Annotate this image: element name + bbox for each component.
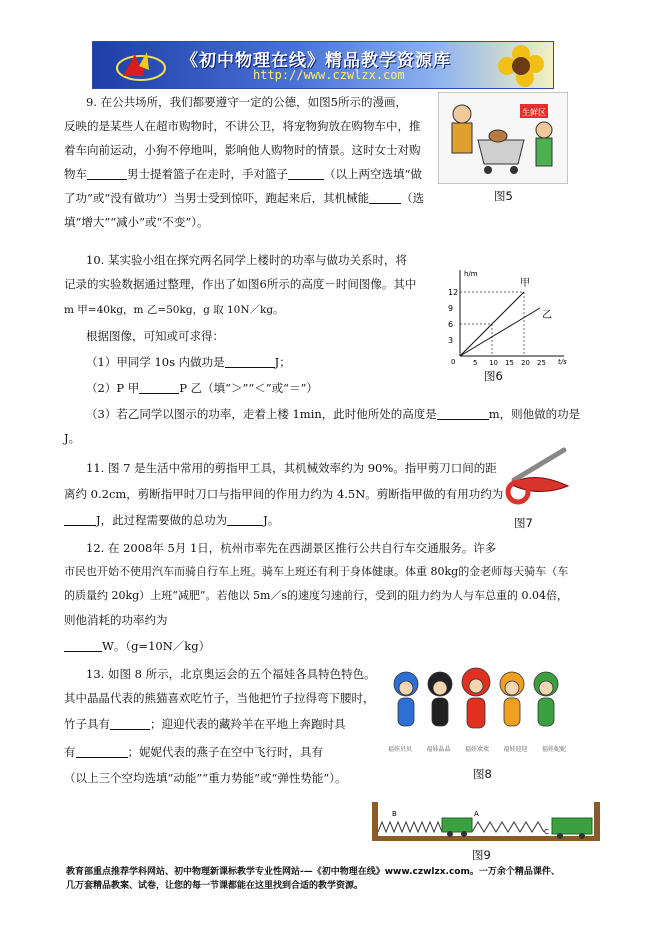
y-tick-label: 9 — [448, 304, 454, 313]
q13-line-2: 其中晶晶代表的熊猫喜欢吃竹子，当他把竹子拉得弯下腰时， — [64, 691, 375, 705]
q11-text: J。 — [263, 513, 280, 527]
q11-text: J，此过程需要做的总功为 — [96, 513, 228, 527]
figure-8-caption: 图8 — [473, 767, 492, 781]
y-tick-label: 12 — [448, 288, 459, 297]
q10-text: m，则他做的功是 — [488, 407, 581, 421]
x-axis-label: t/s — [558, 358, 567, 366]
series-label-1: 甲 — [520, 278, 530, 289]
nail-clipper-icon — [504, 440, 574, 510]
fuwa-label: 福娃迎迎 — [503, 746, 528, 753]
q13-line-1: 13. 如图 8 所示，北京奥运会的五个福娃各具特色特色。 — [86, 667, 376, 681]
q13-text: 有 — [64, 745, 76, 759]
q9-text: 了功”或“没有做功”）当男士受到惊吓，跑起来后，其机械能 — [64, 191, 370, 205]
banner-title: 《初中物理在线》精品教学资源库 — [181, 51, 451, 71]
answer-blank[interactable] — [225, 354, 275, 368]
q9-line-6: 填“增大”“减小”或“不变”）。 — [64, 215, 209, 229]
fuwa-labels — [388, 744, 566, 753]
x-tick-label: 10 — [489, 359, 498, 367]
fuwa-mascots-icon — [388, 664, 566, 740]
q10-sub-1 — [86, 350, 456, 374]
series-label-2: 乙 — [542, 310, 552, 321]
origin-label: 0 — [451, 358, 456, 366]
label-b: B — [392, 810, 397, 818]
y-tick-label: 6 — [448, 320, 454, 329]
q10-line-4: 根据图像，可知或可求得： — [86, 329, 224, 343]
fuwa-label: 福娃妮妮 — [541, 746, 566, 753]
q12-line-3: 的质量约 20kg）上班“减肥”。若他以 5m／s的速度匀速前行，受到的阻力约为人与车总重的 0.04倍， — [64, 589, 569, 602]
figure-6-chart — [440, 268, 570, 368]
x-tick-label: 5 — [473, 359, 478, 367]
figure-9-caption: 图9 — [472, 848, 491, 862]
answer-blank[interactable] — [64, 512, 96, 526]
y-axis-label: h/m — [464, 270, 478, 278]
q9-text: （以上两空选填“做 — [324, 167, 422, 181]
figure-6-caption: 图6 — [484, 369, 503, 383]
sunflower-icon — [491, 42, 553, 88]
q12-line-5 — [64, 634, 434, 658]
fuwa-label: 福娃贝贝 — [388, 746, 413, 753]
answer-blank[interactable] — [110, 716, 150, 730]
q9-line-2: 反映的是某些人在超市购物时，不讲公卫，将宠物狗放在购物车中，推 — [64, 119, 421, 133]
q12-text: W。（g=10N／kg） — [102, 639, 211, 653]
x-tick-label: 20 — [521, 359, 530, 367]
q9-text: 物车 — [64, 167, 87, 181]
answer-blank[interactable] — [288, 166, 324, 180]
q13-line-4 — [64, 740, 434, 764]
answer-blank[interactable] — [227, 512, 263, 526]
q10-line-2: 记录的实验数据通过整理，作出了如图6所示的高度－时间图像。其中 — [64, 277, 417, 291]
q10-text: （1）甲同学 10s 内做功是 — [86, 355, 225, 369]
q10-line-3: m 甲=40kg，m 乙=50kg，g 取 10N／kg。 — [64, 304, 284, 316]
q12-line-1: 12. 在 2008年 5月 1日，杭州市率先在西湖景区推行公共自行车交通服务。许多 — [86, 541, 497, 555]
q10-sub-3-end: J。 — [64, 431, 81, 445]
fuwa-label: 福娃欢欢 — [464, 746, 489, 753]
header-banner — [92, 41, 554, 89]
x-tick-label: 15 — [505, 359, 514, 367]
q9-line-5 — [64, 186, 434, 210]
series-line-2 — [460, 308, 540, 356]
answer-blank[interactable] — [139, 380, 179, 394]
q10-sub-3 — [86, 402, 616, 426]
q12-line-2: 市民也开始不使用汽车而骑自行车上班。骑车上班还有利于身体健康。体重 80kg的金老师每天骑车（车 — [64, 565, 569, 578]
figure-7-caption: 图7 — [514, 516, 533, 530]
fuwa-label: 福娃晶晶 — [426, 746, 451, 753]
q12-line-4: 则他消耗的功率约为 — [64, 613, 168, 627]
q13-text: ；迎迎代表的藏羚羊在平地上奔跑时具 — [150, 717, 346, 731]
q9-line-4 — [64, 162, 434, 186]
q9-text: 男士提着篮子在走时，手对篮子 — [127, 167, 288, 181]
q11-line-1: 11. 图 7 是生活中常用的剪指甲工具，其机械效率约为 90%。指甲剪刀口间的距 — [86, 461, 497, 475]
q13-text: 竹子具有 — [64, 717, 110, 731]
q13-text: ；妮妮代表的燕子在空中飞行时，具有 — [127, 745, 323, 759]
figure-5-shopping-cartoon — [438, 92, 568, 184]
y-tick-label: 3 — [448, 336, 454, 345]
answer-blank[interactable] — [437, 406, 489, 420]
q10-text: （2）P 甲 — [86, 381, 140, 395]
q13-line-5: （以上三个空均选填“动能”“重力势能”或“弹性势能”）。 — [64, 771, 347, 785]
answer-blank[interactable] — [369, 190, 401, 204]
banner-url[interactable]: http://www.czwlzx.com — [253, 68, 405, 82]
answer-blank[interactable] — [64, 638, 102, 652]
q13-line-3 — [64, 712, 434, 736]
q10-text: P 乙（填“＞”“＜”或“＝”） — [179, 381, 318, 395]
figure-8-fuwa — [388, 664, 566, 760]
label-a: A — [474, 810, 479, 818]
x-tick-label: 25 — [537, 359, 546, 367]
q10-text: （3）若乙同学以图示的功率，走着上楼 1min，此时他所处的高度是 — [86, 407, 437, 421]
answer-blank[interactable] — [87, 166, 127, 180]
logo-icon — [113, 46, 169, 84]
q9-text: （选 — [401, 191, 425, 205]
footer-line-2: 几万套精品教案、试卷，让您的每一节课都能在这里找到合适的教学资源。 — [66, 881, 364, 891]
q10-sub-2 — [86, 376, 456, 400]
sign-label: 生鲜区 — [522, 108, 546, 117]
q10-text: J； — [274, 355, 291, 369]
label-c: C — [544, 828, 549, 836]
q11-line-2: 离约 0.2cm，剪断指甲时刀口与指甲间的作用力约为 4.5N。剪断指甲做的有用功约为 — [64, 487, 504, 501]
figure-5-caption: 图5 — [494, 189, 513, 203]
q9-line-1: 9. 在公共场所，我们都要遵守一定的公德，如图5所示的漫画， — [86, 95, 407, 109]
answer-blank[interactable] — [76, 744, 128, 758]
q9-line-3: 着车向前运动，小狗不停地叫，影响他人购物时的情景。这时女士对购 — [64, 143, 421, 157]
dog-icon — [489, 130, 507, 142]
q10-line-1: 10. 某实验小组在探究两名同学上楼时的功率与做功关系时，将 — [86, 253, 407, 267]
footer-line-1: 教育部重点推荐学科网站、初中物理新课标教学专业性网站-—《初中物理在线》www.czwlzx.com。一万余个精品课件、 — [66, 867, 560, 877]
q11-line-3 — [64, 508, 434, 532]
figure-9-spring-cart — [372, 798, 600, 842]
